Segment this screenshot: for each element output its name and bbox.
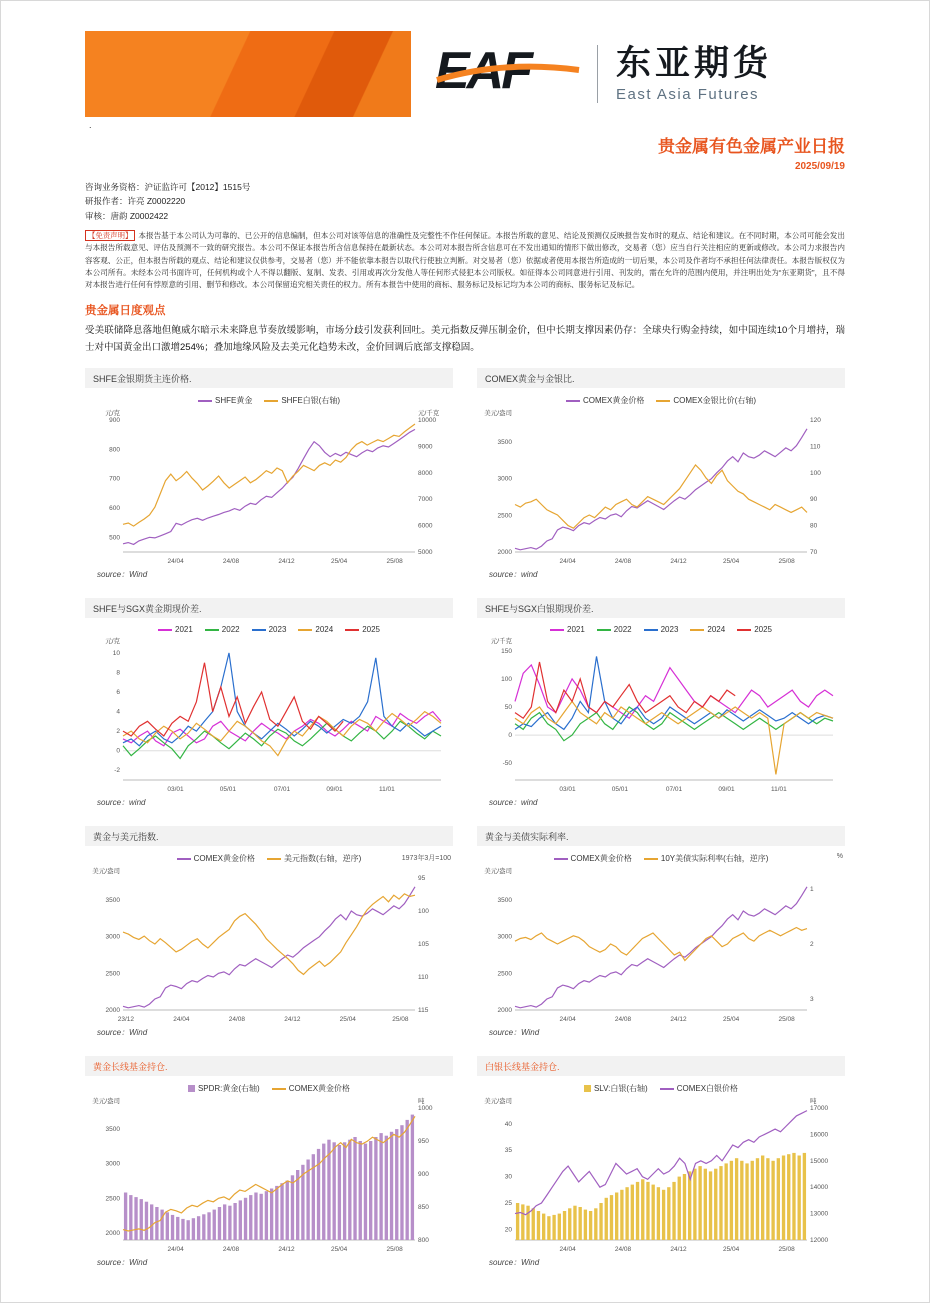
legend-label: COMEX金银比价(右轴) <box>673 396 756 406</box>
disclaimer <box>85 230 845 291</box>
legend-line-swatch <box>550 629 564 631</box>
svg-text:2000: 2000 <box>105 1230 120 1238</box>
svg-text:25/08: 25/08 <box>386 1246 403 1254</box>
svg-text:4: 4 <box>116 708 120 716</box>
svg-text:09/01: 09/01 <box>718 786 735 794</box>
chart-area <box>85 846 453 1025</box>
legend-line-swatch <box>737 629 751 631</box>
svg-text:14000: 14000 <box>810 1184 829 1192</box>
legend-label: 2024 <box>707 625 726 635</box>
svg-text:3000: 3000 <box>497 933 512 941</box>
svg-text:800: 800 <box>418 1237 429 1245</box>
svg-text:2000: 2000 <box>105 1007 120 1015</box>
chart-svg <box>477 635 845 795</box>
eaf-logo <box>433 40 583 109</box>
svg-text:25/08: 25/08 <box>778 1246 795 1254</box>
svg-text:3000: 3000 <box>105 933 120 941</box>
svg-text:115: 115 <box>418 1007 429 1015</box>
svg-text:3500: 3500 <box>105 1126 120 1134</box>
legend-line-swatch <box>198 400 212 402</box>
legend-item <box>690 625 725 634</box>
svg-text:03/01: 03/01 <box>167 786 184 794</box>
legend-item <box>644 853 769 864</box>
chart-svg <box>85 1095 453 1255</box>
legend-label: 2024 <box>315 625 334 635</box>
svg-text:90: 90 <box>810 496 818 504</box>
chart-note: % <box>836 853 843 861</box>
svg-text:2500: 2500 <box>497 512 512 520</box>
svg-text:美元/盎司: 美元/盎司 <box>484 868 512 876</box>
svg-text:3000: 3000 <box>497 475 512 483</box>
legend-line-swatch <box>252 629 266 631</box>
panel-gold-real-yield <box>477 826 845 1038</box>
legend-line-swatch <box>205 629 219 631</box>
chart-legend <box>477 1076 845 1095</box>
legend-line-swatch <box>644 629 658 631</box>
chart-source: source：wind <box>489 798 538 808</box>
svg-text:40: 40 <box>504 1121 512 1129</box>
report-title: 贵金属有色金属产业日报 <box>658 137 845 156</box>
svg-text:3000: 3000 <box>105 1160 120 1168</box>
svg-text:元/克: 元/克 <box>105 410 120 418</box>
svg-text:6: 6 <box>116 689 120 697</box>
svg-text:吨: 吨 <box>810 1098 817 1106</box>
chart-title-bar <box>85 368 453 388</box>
company-name-cn: 东亚期货 <box>616 43 773 83</box>
chart-svg <box>85 635 453 795</box>
logo-divider <box>597 45 598 103</box>
legend-line-swatch <box>267 858 281 860</box>
legend-bar-swatch <box>188 1085 195 1092</box>
svg-text:24/08: 24/08 <box>222 558 240 566</box>
svg-text:24/12: 24/12 <box>278 558 295 566</box>
chart-title-bar <box>477 598 845 618</box>
svg-text:35: 35 <box>504 1147 512 1155</box>
svg-text:吨: 吨 <box>418 1098 425 1106</box>
svg-text:7000: 7000 <box>418 496 433 504</box>
chart-area <box>477 388 845 567</box>
legend-item <box>584 1083 648 1094</box>
chart-source: source：Wind <box>97 570 148 580</box>
svg-text:24/08: 24/08 <box>614 1246 632 1254</box>
svg-text:07/01: 07/01 <box>273 786 291 794</box>
svg-text:800: 800 <box>109 446 120 454</box>
disclaimer-label: 【免责声明】 <box>85 230 135 241</box>
svg-text:50: 50 <box>504 704 512 712</box>
legend-item <box>345 625 380 634</box>
title-block <box>85 132 845 172</box>
legend-item <box>177 853 255 864</box>
svg-text:25/04: 25/04 <box>330 558 348 566</box>
legend-item <box>205 625 240 634</box>
chart-source: source：wind <box>97 798 146 808</box>
legend-line-swatch <box>272 1088 286 1090</box>
meta-reviewer: 审核：唐韵 Z0002422 <box>85 210 169 221</box>
legend-item <box>188 1083 260 1094</box>
svg-text:3500: 3500 <box>497 897 512 905</box>
svg-text:16000: 16000 <box>810 1131 829 1139</box>
svg-text:05/01: 05/01 <box>219 786 237 794</box>
chart-svg <box>477 1095 845 1255</box>
svg-text:110: 110 <box>810 443 821 451</box>
legend-label: 2021 <box>175 625 193 635</box>
chart-title-bar <box>477 1056 845 1076</box>
svg-text:0: 0 <box>116 747 120 755</box>
legend-line-swatch <box>264 400 278 402</box>
charts-grid <box>85 368 845 1268</box>
svg-text:100: 100 <box>810 470 821 478</box>
svg-text:25/04: 25/04 <box>722 1016 740 1024</box>
svg-text:15000: 15000 <box>810 1158 829 1166</box>
legend-label: SLV:白银(右轴) <box>593 1084 648 1094</box>
legend-item <box>267 853 361 864</box>
chart-svg <box>85 865 453 1025</box>
panel-comex-gold-silver-ratio <box>477 368 845 580</box>
svg-text:900: 900 <box>109 417 120 425</box>
chart-svg <box>477 407 845 567</box>
svg-text:25/08: 25/08 <box>778 1016 795 1024</box>
chart-source: source：Wind <box>97 1258 148 1268</box>
svg-text:元/千克: 元/千克 <box>490 638 512 646</box>
legend-label: COMEX黄金价格 <box>288 1084 351 1094</box>
legend-label: 美元指数(右轴，逆序) <box>284 854 362 864</box>
svg-text:30: 30 <box>504 1173 512 1181</box>
svg-text:09/01: 09/01 <box>326 786 343 794</box>
legend-line-swatch <box>644 858 658 860</box>
legend-item <box>660 1083 738 1094</box>
chart-area <box>85 388 453 567</box>
legend-label: COMEX白银价格 <box>676 1084 739 1094</box>
legend-line-swatch <box>660 1088 674 1090</box>
svg-text:25/08: 25/08 <box>778 558 795 566</box>
svg-text:05/01: 05/01 <box>611 786 629 794</box>
chart-title-bar <box>85 598 453 618</box>
svg-text:24/12: 24/12 <box>284 1016 301 1024</box>
meta-license: 咨询业务资格：沪证监许可【2012】1515号 <box>85 182 251 192</box>
section-title: 贵金属日度观点 <box>85 305 166 318</box>
svg-text:24/12: 24/12 <box>278 1246 295 1254</box>
svg-text:2: 2 <box>116 728 120 736</box>
svg-text:5000: 5000 <box>418 549 433 557</box>
report-date: 2025/09/19 <box>794 161 845 172</box>
svg-text:24/08: 24/08 <box>614 1016 632 1024</box>
chart-source: source：Wind <box>489 1258 540 1268</box>
legend-label: SHFE黄金 <box>214 396 253 406</box>
chart-legend <box>85 618 453 635</box>
meta-block <box>85 180 845 223</box>
chart-legend <box>85 846 453 865</box>
chart-area <box>477 1076 845 1255</box>
svg-text:24/04: 24/04 <box>173 1016 190 1024</box>
chart-legend <box>477 618 845 635</box>
legend-line-swatch <box>158 629 172 631</box>
svg-text:美元/盎司: 美元/盎司 <box>484 1098 512 1106</box>
svg-text:8000: 8000 <box>418 470 433 478</box>
svg-text:500: 500 <box>109 534 120 542</box>
chart-legend <box>477 846 845 865</box>
chart-legend <box>85 1076 453 1095</box>
svg-text:元/克: 元/克 <box>105 638 120 646</box>
svg-text:950: 950 <box>418 1138 429 1146</box>
chart-source: source：Wind <box>97 1028 148 1038</box>
chart-legend <box>477 388 845 407</box>
chart-svg <box>85 407 453 567</box>
panel-gold-dollar-index <box>85 826 453 1038</box>
legend-item <box>566 395 644 406</box>
svg-text:95: 95 <box>418 875 426 883</box>
svg-text:24/04: 24/04 <box>559 558 576 566</box>
svg-text:3: 3 <box>810 996 814 1004</box>
svg-text:12000: 12000 <box>810 1237 829 1245</box>
disclaimer-text: 本报告基于本公司认为可靠的、已公开的信息编制，但本公司对该等信息的准确性及完整性不作任何保证。本报告所载的意见、结论及预测仅反映报告发布时的观点、结论和建议。在不同时期，本公司可能会发出与本报告所载意见、评估及预测不一致的研究报告。本公司不保证本报告所含信息保持在最新状态。本公司对本报告所含信息可在不发出通知的情形下做出修改，交易者（您）应当自行关注相应的更新或修改。本公司力求报告内容客观、公正，但本报告所载的观点、结论和建议仅供参考，交易者（您）并不能依靠本报告以取代行使独立判断。对交易者（您）依据或者使用本报告所造成的一切后果，本公司及作者均不承担任何法律责任。本报告版权仅为本公司所有。未经本公司书面许可，任何机构或个人不得以翻版、复制、发表、引用或再次分发他人等任何形式侵犯本公司版权。如征得本公司同意进行引用、刊发的，需在允许的范围内使用，并注明出处为“东亚期货”，且不得对本报告进行任何有悖原意的引用、删节和修改。本公司保留追究相关责任的权力。所有本报告中使用的商标、服务标记及标记均为本公司的商标、服务标记及标记。 <box>85 231 845 289</box>
chart-source: source：Wind <box>489 1028 540 1038</box>
svg-text:25/04: 25/04 <box>722 558 740 566</box>
chart-title: SHFE金银期货主连价格. <box>93 374 192 385</box>
svg-text:8: 8 <box>116 669 120 677</box>
legend-label: 2025 <box>362 625 380 635</box>
meta-author: 研报作者：许亮 Z0002220 <box>85 196 186 207</box>
svg-text:10000: 10000 <box>418 417 437 425</box>
svg-text:11/01: 11/01 <box>771 786 787 794</box>
panel-silver-etf-holdings <box>477 1056 845 1268</box>
legend-line-swatch <box>177 858 191 860</box>
svg-text:100: 100 <box>501 676 512 684</box>
panel-gold-etf-holdings <box>85 1056 453 1268</box>
legend-label: 2021 <box>567 625 585 635</box>
panel-shfe-sgx-gold-basis <box>85 598 453 808</box>
chart-title-bar <box>85 826 453 846</box>
company-block <box>616 45 772 104</box>
legend-item <box>298 625 333 634</box>
legend-item <box>597 625 632 634</box>
chart-title-bar <box>477 368 845 388</box>
svg-text:105: 105 <box>418 941 429 949</box>
legend-label: 2022 <box>613 625 632 635</box>
legend-label: SHFE白银(右轴) <box>281 396 340 406</box>
svg-text:2000: 2000 <box>497 1007 512 1015</box>
legend-line-swatch <box>566 400 580 402</box>
legend-item <box>264 395 340 406</box>
svg-text:24/12: 24/12 <box>670 1016 687 1024</box>
legend-label: 10Y美债实际利率(右轴，逆序) <box>660 854 769 864</box>
svg-text:25/04: 25/04 <box>339 1016 356 1024</box>
legend-label: 2022 <box>221 625 240 635</box>
svg-text:850: 850 <box>418 1204 429 1212</box>
report-header <box>85 29 845 119</box>
legend-item <box>644 625 679 634</box>
svg-text:150: 150 <box>501 648 512 656</box>
chart-area <box>85 618 453 795</box>
svg-text:-2: -2 <box>114 767 120 775</box>
chart-note: 1973年3月=100 <box>401 855 451 863</box>
svg-text:24/12: 24/12 <box>670 558 687 566</box>
legend-label: SPDR:黄金(右轴) <box>197 1084 260 1094</box>
svg-text:美元/盎司: 美元/盎司 <box>92 868 120 876</box>
chart-title: SHFE与SGX黄金期现价差. <box>93 604 202 615</box>
svg-text:24/08: 24/08 <box>222 1246 240 1254</box>
legend-item <box>656 395 756 406</box>
legend-item <box>252 625 287 634</box>
svg-text:2500: 2500 <box>497 970 512 978</box>
svg-text:700: 700 <box>109 475 120 483</box>
brand-banner <box>85 31 411 117</box>
chart-area <box>477 618 845 795</box>
svg-text:6000: 6000 <box>418 522 433 530</box>
svg-text:3500: 3500 <box>497 439 512 447</box>
panel-shfe-gold-silver-price <box>85 368 453 580</box>
panel-shfe-sgx-silver-basis <box>477 598 845 808</box>
svg-text:24/04: 24/04 <box>167 558 184 566</box>
stray-dot: . <box>89 120 92 130</box>
chart-title: 黄金与美元指数. <box>93 832 159 843</box>
svg-text:25/04: 25/04 <box>722 1246 740 1254</box>
legend-label: 2023 <box>268 625 287 635</box>
chart-legend <box>85 388 453 407</box>
legend-label: COMEX黄金价格 <box>193 854 255 864</box>
legend-line-swatch <box>345 629 359 631</box>
legend-label: 2025 <box>754 625 772 635</box>
svg-text:25/04: 25/04 <box>330 1246 348 1254</box>
chart-title: 白银长线基金持仓. <box>485 1062 560 1073</box>
svg-text:元/千克: 元/千克 <box>418 410 440 418</box>
chart-title-bar <box>477 826 845 846</box>
svg-text:-50: -50 <box>502 760 512 768</box>
svg-text:2: 2 <box>810 941 814 949</box>
svg-text:25/08: 25/08 <box>386 558 403 566</box>
legend-item <box>158 625 193 634</box>
legend-line-swatch <box>597 629 611 631</box>
svg-text:24/08: 24/08 <box>614 558 632 566</box>
svg-text:3500: 3500 <box>105 897 120 905</box>
svg-text:120: 120 <box>810 417 821 425</box>
chart-area <box>477 846 845 1025</box>
svg-text:17000: 17000 <box>810 1105 829 1113</box>
section-body: 受美联储降息落地但鲍威尔暗示未来降息节奏放缓影响，市场分歧引发获利回吐。美元指数反弹压制金价，但中长期支撑因素仍存：全球央行购金持续，如中国连续10个月增持，瑞士对中国黄金出口激增254%；叠加地缘风险及去美元化趋势未改，金价回调后底部支撑稳固。 <box>85 325 845 353</box>
chart-svg <box>477 865 845 1025</box>
legend-line-swatch <box>690 629 704 631</box>
legend-item <box>272 1083 350 1094</box>
svg-text:03/01: 03/01 <box>559 786 576 794</box>
svg-text:24/04: 24/04 <box>559 1246 576 1254</box>
svg-text:600: 600 <box>109 505 120 513</box>
svg-text:0: 0 <box>508 732 512 740</box>
legend-item <box>554 853 632 864</box>
company-name-en: East Asia Futures <box>616 86 760 104</box>
svg-text:24/04: 24/04 <box>559 1016 576 1024</box>
svg-text:24/12: 24/12 <box>670 1246 687 1254</box>
svg-text:2500: 2500 <box>105 1195 120 1203</box>
svg-text:10: 10 <box>112 650 120 658</box>
svg-text:2000: 2000 <box>497 549 512 557</box>
legend-label: COMEX黄金价格 <box>582 396 645 406</box>
legend-line-swatch <box>656 400 670 402</box>
chart-title: SHFE与SGX白银期现价差. <box>485 604 594 615</box>
svg-text:2500: 2500 <box>105 970 120 978</box>
legend-label: 2023 <box>660 625 679 635</box>
legend-line-swatch <box>298 629 312 631</box>
svg-text:100: 100 <box>418 908 429 916</box>
legend-bar-swatch <box>584 1085 591 1092</box>
legend-label: COMEX黄金价格 <box>570 854 632 864</box>
chart-source: source：wind <box>489 570 538 580</box>
svg-text:9000: 9000 <box>418 443 433 451</box>
svg-text:80: 80 <box>810 522 818 530</box>
svg-text:1: 1 <box>810 886 814 894</box>
chart-area <box>85 1076 453 1255</box>
svg-text:美元/盎司: 美元/盎司 <box>484 410 512 418</box>
svg-text:70: 70 <box>810 549 818 557</box>
chart-title-bar <box>85 1056 453 1076</box>
svg-text:25/08: 25/08 <box>392 1016 409 1024</box>
svg-text:EAF: EAF <box>435 41 530 100</box>
svg-text:美元/盎司: 美元/盎司 <box>92 1098 120 1106</box>
svg-text:24/04: 24/04 <box>167 1246 184 1254</box>
svg-text:20: 20 <box>504 1226 512 1234</box>
svg-text:11/01: 11/01 <box>379 786 395 794</box>
legend-item <box>550 625 585 634</box>
chart-title: 黄金长线基金持仓. <box>93 1062 168 1073</box>
svg-text:1000: 1000 <box>418 1105 433 1113</box>
chart-title: 黄金与美债实际利率. <box>485 832 569 843</box>
eaf-logo-icon <box>433 40 583 104</box>
svg-text:23/12: 23/12 <box>117 1016 135 1024</box>
chart-title: COMEX黄金与金银比. <box>485 374 575 385</box>
svg-text:24/08: 24/08 <box>228 1016 246 1024</box>
svg-text:25: 25 <box>504 1200 512 1208</box>
legend-item <box>198 395 252 406</box>
svg-text:110: 110 <box>418 974 429 982</box>
svg-text:13000: 13000 <box>810 1210 829 1218</box>
svg-text:07/01: 07/01 <box>665 786 683 794</box>
legend-item <box>737 625 772 634</box>
legend-line-swatch <box>554 858 568 860</box>
svg-text:900: 900 <box>418 1171 429 1179</box>
